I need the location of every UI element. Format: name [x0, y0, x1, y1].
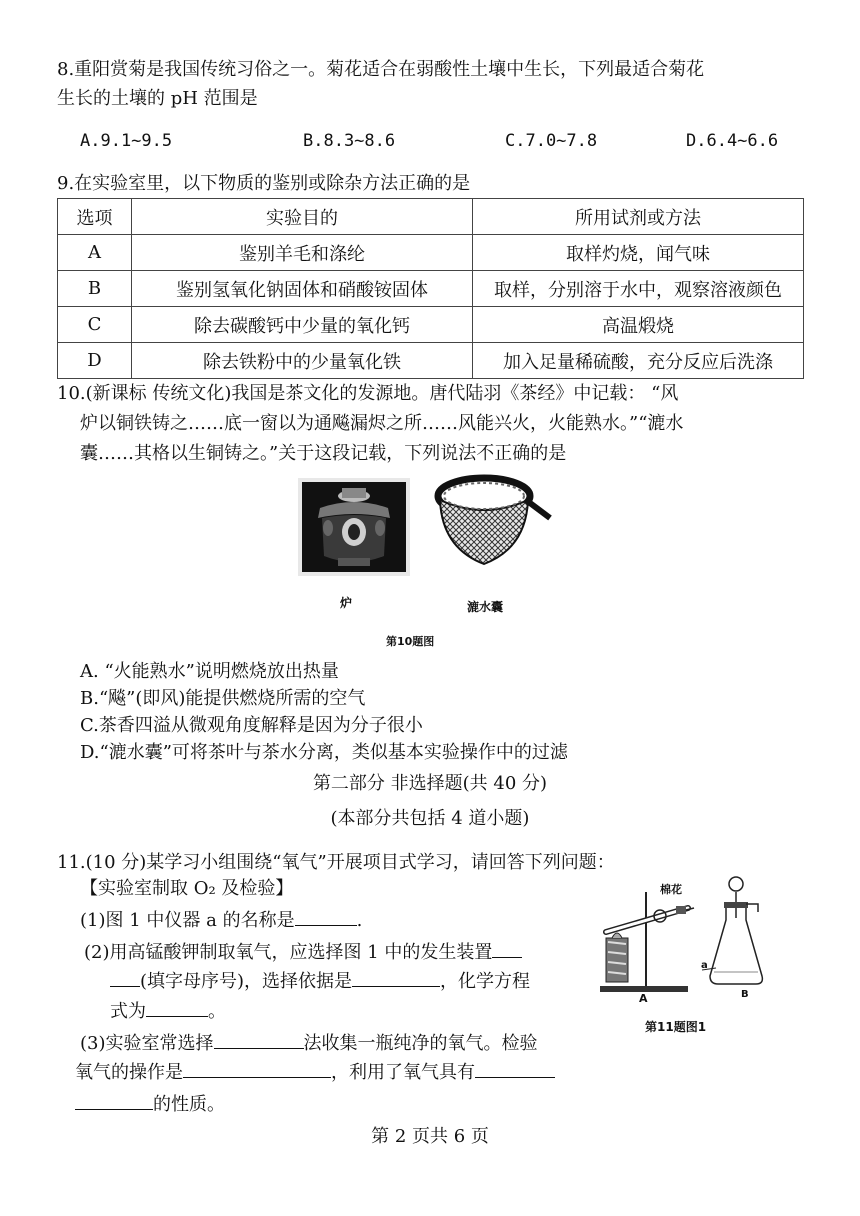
q8-option-a: A.9.1~9.5	[80, 131, 173, 151]
q8-stem-line2: 生长的土壤的 pH 范围是	[57, 88, 258, 109]
table-row	[58, 307, 804, 343]
q11-part2-text: (2)用高锰酸钾制取氧气，应选择图 1 中的发生装置	[84, 942, 493, 963]
q11-part3-line2	[75, 1057, 555, 1086]
q8-stem-line1: 8.重阳赏菊是我国传统习俗之一。菊花适合在弱酸性土壤中生长，下列最适合菊花	[57, 59, 705, 80]
q9-table	[57, 198, 804, 379]
cotton-label: 棉花	[660, 883, 682, 896]
table-header-cell: 选项	[58, 199, 132, 235]
q10-stem-line3: 囊……其格以生铜铸之。”关于这段记载，下列说法不正确的是	[80, 443, 567, 464]
q11-part3-text3: 氧气的操作是	[75, 1062, 183, 1083]
table-cell: 鉴别氢氧化钠固体和硝酸铵固体	[132, 271, 473, 307]
q11-part1	[80, 905, 362, 934]
q10-option-c: C.茶香四溢从微观角度解释是因为分子很小	[80, 715, 423, 736]
table-cell: 除去碳酸钙中少量的氧化钙	[132, 307, 473, 343]
stove-figure	[298, 478, 410, 576]
q11-part2-text5: 。	[208, 1001, 226, 1022]
q11-part2-line2	[110, 966, 530, 995]
q8-option-d: D.6.4~6.6	[686, 131, 779, 151]
q11-apparatus-figure	[598, 872, 778, 1032]
q10-stem-line2: 炉以铜铁铸之……底一窗以为通飚漏烬之所……风能兴火，火能熟水。”“漉水	[80, 413, 684, 434]
q11-stem: 11.(10 分)某学习小组围绕“氧气”开展项目式学习，请回答下列问题：	[57, 852, 615, 873]
answer-blank[interactable]	[214, 1028, 304, 1049]
q11-part2-text2: (填字母序号)，选择依据是	[140, 971, 353, 992]
table-row	[58, 235, 804, 271]
page-footer: 第 2 页共 6 页	[371, 1126, 489, 1147]
table-cell: 除去铁粉中的少量氧化铁	[132, 343, 473, 379]
answer-blank[interactable]	[295, 905, 357, 926]
table-header-row	[58, 199, 804, 235]
q8-option-b: B.8.3~8.6	[303, 131, 396, 151]
part2-subtitle: (本部分共包括 4 道小题)	[330, 808, 530, 829]
answer-blank[interactable]	[146, 996, 208, 1017]
q11-part3-text4: ，利用了氧气具有	[331, 1062, 475, 1083]
table-cell: B	[58, 271, 132, 307]
q11-part1-end: .	[356, 910, 363, 931]
q10-option-d: D.“漉水囊”可将茶叶与茶水分离，类似基本实验操作中的过滤	[80, 742, 568, 763]
strainer-figure	[432, 470, 554, 572]
q10-option-a: A. “火能熟水”说明燃烧放出热量	[80, 661, 339, 682]
table-cell: A	[58, 235, 132, 271]
table-cell: C	[58, 307, 132, 343]
q10-figure-caption: 第10题图	[386, 635, 435, 648]
answer-blank[interactable]	[492, 937, 522, 958]
q11-part3-text5: 的性质。	[153, 1094, 225, 1115]
table-header-cell: 所用试剂或方法	[473, 199, 804, 235]
q11-figure-caption: 第11题图1	[645, 1020, 707, 1034]
q11-part3-text2: 法收集一瓶纯净的氧气。检验	[303, 1033, 538, 1054]
q11-part1-text: (1)图 1 中仪器 a 的名称是	[80, 910, 295, 931]
apparatus-b-label: B	[741, 989, 749, 1000]
apparatus-a-label: A	[639, 992, 648, 1005]
table-row	[58, 343, 804, 379]
table-cell: D	[58, 343, 132, 379]
answer-blank[interactable]	[475, 1057, 555, 1078]
part2-title: 第二部分 非选择题(共 40 分)	[312, 773, 548, 794]
q9-stem: 9.在实验室里，以下物质的鉴别或除杂方法正确的是	[57, 173, 471, 194]
q11-section-heading: 【实验室制取 O₂ 及检验】	[80, 878, 294, 899]
q11-part2-text4: 式为	[110, 1001, 146, 1022]
strainer-image	[432, 470, 554, 572]
table-cell: 高温煅烧	[473, 307, 804, 343]
strainer-label: 漉水囊	[467, 600, 504, 614]
table-cell: 加入足量稀硫酸，充分反应后洗涤	[473, 343, 804, 379]
q11-part2-line3	[110, 996, 226, 1025]
table-header-cell: 实验目的	[132, 199, 473, 235]
q10-stem-line1: 10.(新课标 传统文化)我国是茶文化的发源地。唐代陆羽《茶经》中记载： “风	[57, 383, 679, 404]
stove-label: 炉	[340, 596, 353, 610]
q10-option-b: B.“飚”(即风)能提供燃烧所需的空气	[80, 688, 366, 709]
answer-blank[interactable]	[110, 966, 140, 987]
stove-image	[298, 478, 410, 576]
q11-part2-text3: ，化学方程	[440, 971, 531, 992]
table-cell: 鉴别羊毛和涤纶	[132, 235, 473, 271]
apparatus-drawing	[598, 872, 778, 1032]
table-row	[58, 271, 804, 307]
answer-blank[interactable]	[183, 1057, 331, 1078]
q11-part2-line1	[84, 937, 522, 966]
answer-blank[interactable]	[352, 966, 440, 987]
answer-blank[interactable]	[75, 1089, 153, 1110]
q8-option-c: C.7.0~7.8	[505, 131, 598, 151]
q11-part3-text: (3)实验室常选择	[80, 1033, 214, 1054]
instrument-a-label: a	[701, 960, 708, 971]
q11-part3-line3	[75, 1089, 225, 1118]
table-cell: 取样，分别溶于水中，观察溶液颜色	[473, 271, 804, 307]
q11-part3-line1	[80, 1028, 538, 1057]
table-cell: 取样灼烧，闻气味	[473, 235, 804, 271]
